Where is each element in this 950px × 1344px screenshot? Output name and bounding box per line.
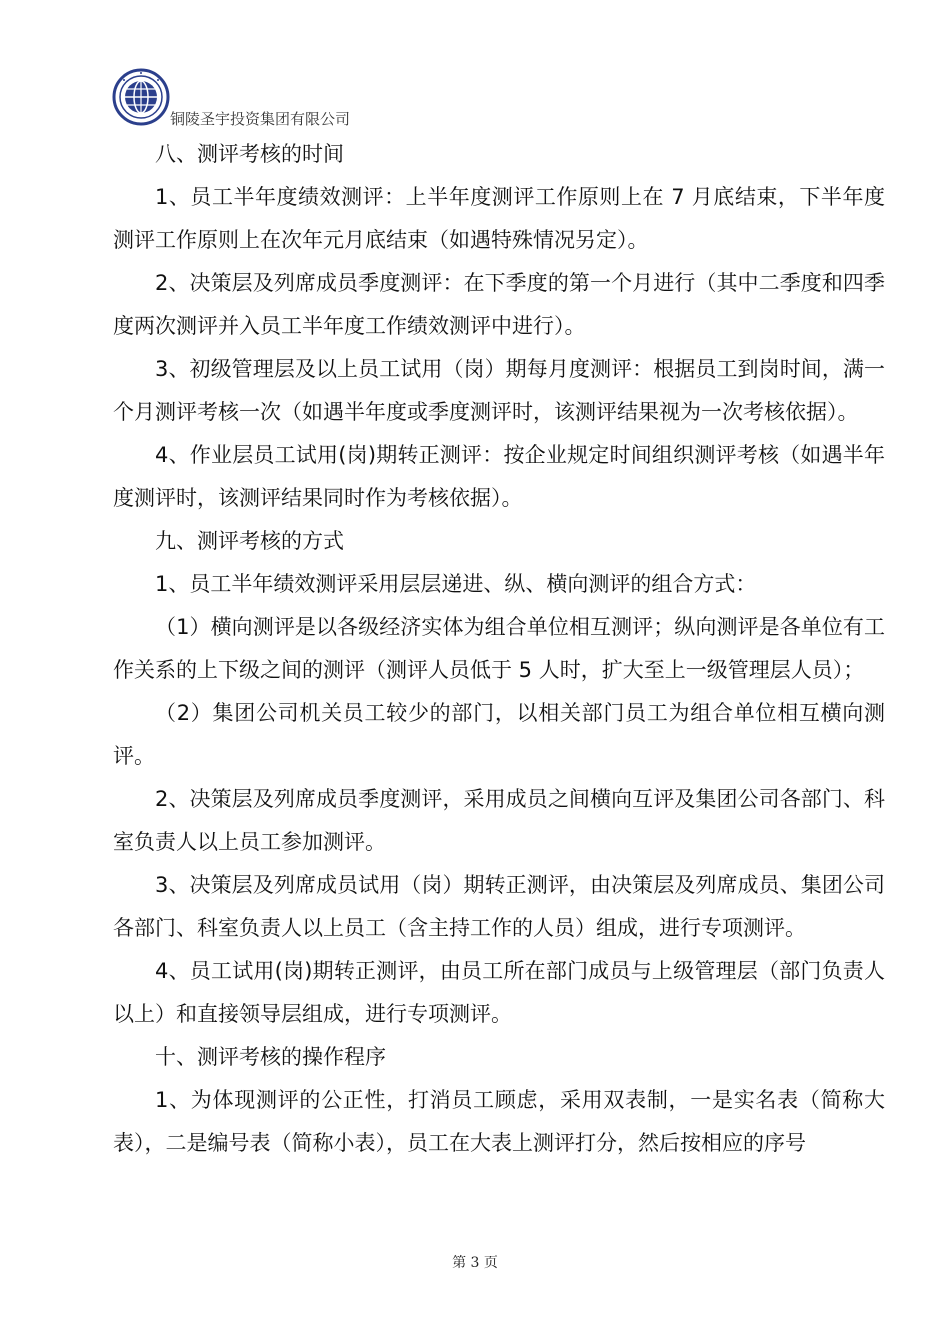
page-number: 第 3 页 bbox=[452, 1255, 498, 1271]
paragraph: 3、初级管理层及以上员工试用（岗）期每月度测评：根据员工到岗时间，满一个月测评考核一次（如遇半年度或季度测评时，该测评结果视为一次考核依据）。 bbox=[113, 357, 885, 424]
company-logo bbox=[112, 68, 170, 126]
company-name: 铜陵圣宇投资集团有限公司 bbox=[170, 110, 351, 128]
paragraph: 1、员工半年绩效测评采用层层递进、纵、横向测评的组合方式： bbox=[155, 572, 757, 596]
section-heading: 九、测评考核的方式 bbox=[155, 529, 344, 553]
paragraph: 2、决策层及列席成员季度测评：在下季度的第一个月进行（其中二季度和四季度两次测评并入员工半年度工作绩效测评中进行）。 bbox=[113, 271, 885, 338]
paragraph: 1、为体现测评的公正性，打消员工顾虑，采用双表制，一是实名表（简称大表），二是编号表（简称小表），员工在大表上测评打分，然后按相应的序号 bbox=[113, 1088, 885, 1155]
paragraph: 4、员工试用(岗)期转正测评，由员工所在部门成员与上级管理层（部门负责人以上）和直接领导层组成，进行专项测评。 bbox=[113, 959, 885, 1026]
paragraph: 3、决策层及列席成员试用（岗）期转正测评，由决策层及列席成员、集团公司各部门、科室负责人以上员工（含主持工作的人员）组成，进行专项测评。 bbox=[113, 873, 885, 940]
section-heading: 八、测评考核的时间 bbox=[155, 142, 344, 166]
document-body bbox=[113, 133, 885, 1165]
paragraph: 2、决策层及列席成员季度测评，采用成员之间横向互评及集团公司各部门、科室负责人以上员工参加测评。 bbox=[113, 787, 885, 854]
paragraph: 1、员工半年度绩效测评：上半年度测评工作原则上在 7 月底结束，下半年度测评工作原则上在次年元月底结束（如遇特殊情况另定）。 bbox=[113, 185, 885, 252]
globe-seal-logo-icon bbox=[112, 68, 170, 126]
paragraph: （1）横向测评是以各级经济实体为组合单位相互测评；纵向测评是各单位有工作关系的上下级之间的测评（测评人员低于 5 人时，扩大至上一级管理层人员）； bbox=[113, 615, 885, 682]
section-heading: 十、测评考核的操作程序 bbox=[155, 1045, 386, 1069]
paragraph: （2）集团公司机关员工较少的部门，以相关部门员工为组合单位相互横向测评。 bbox=[113, 701, 885, 768]
paragraph: 4、作业层员工试用(岗)期转正测评：按企业规定时间组织测评考核（如遇半年度测评时，该测评结果同时作为考核依据）。 bbox=[113, 443, 885, 510]
